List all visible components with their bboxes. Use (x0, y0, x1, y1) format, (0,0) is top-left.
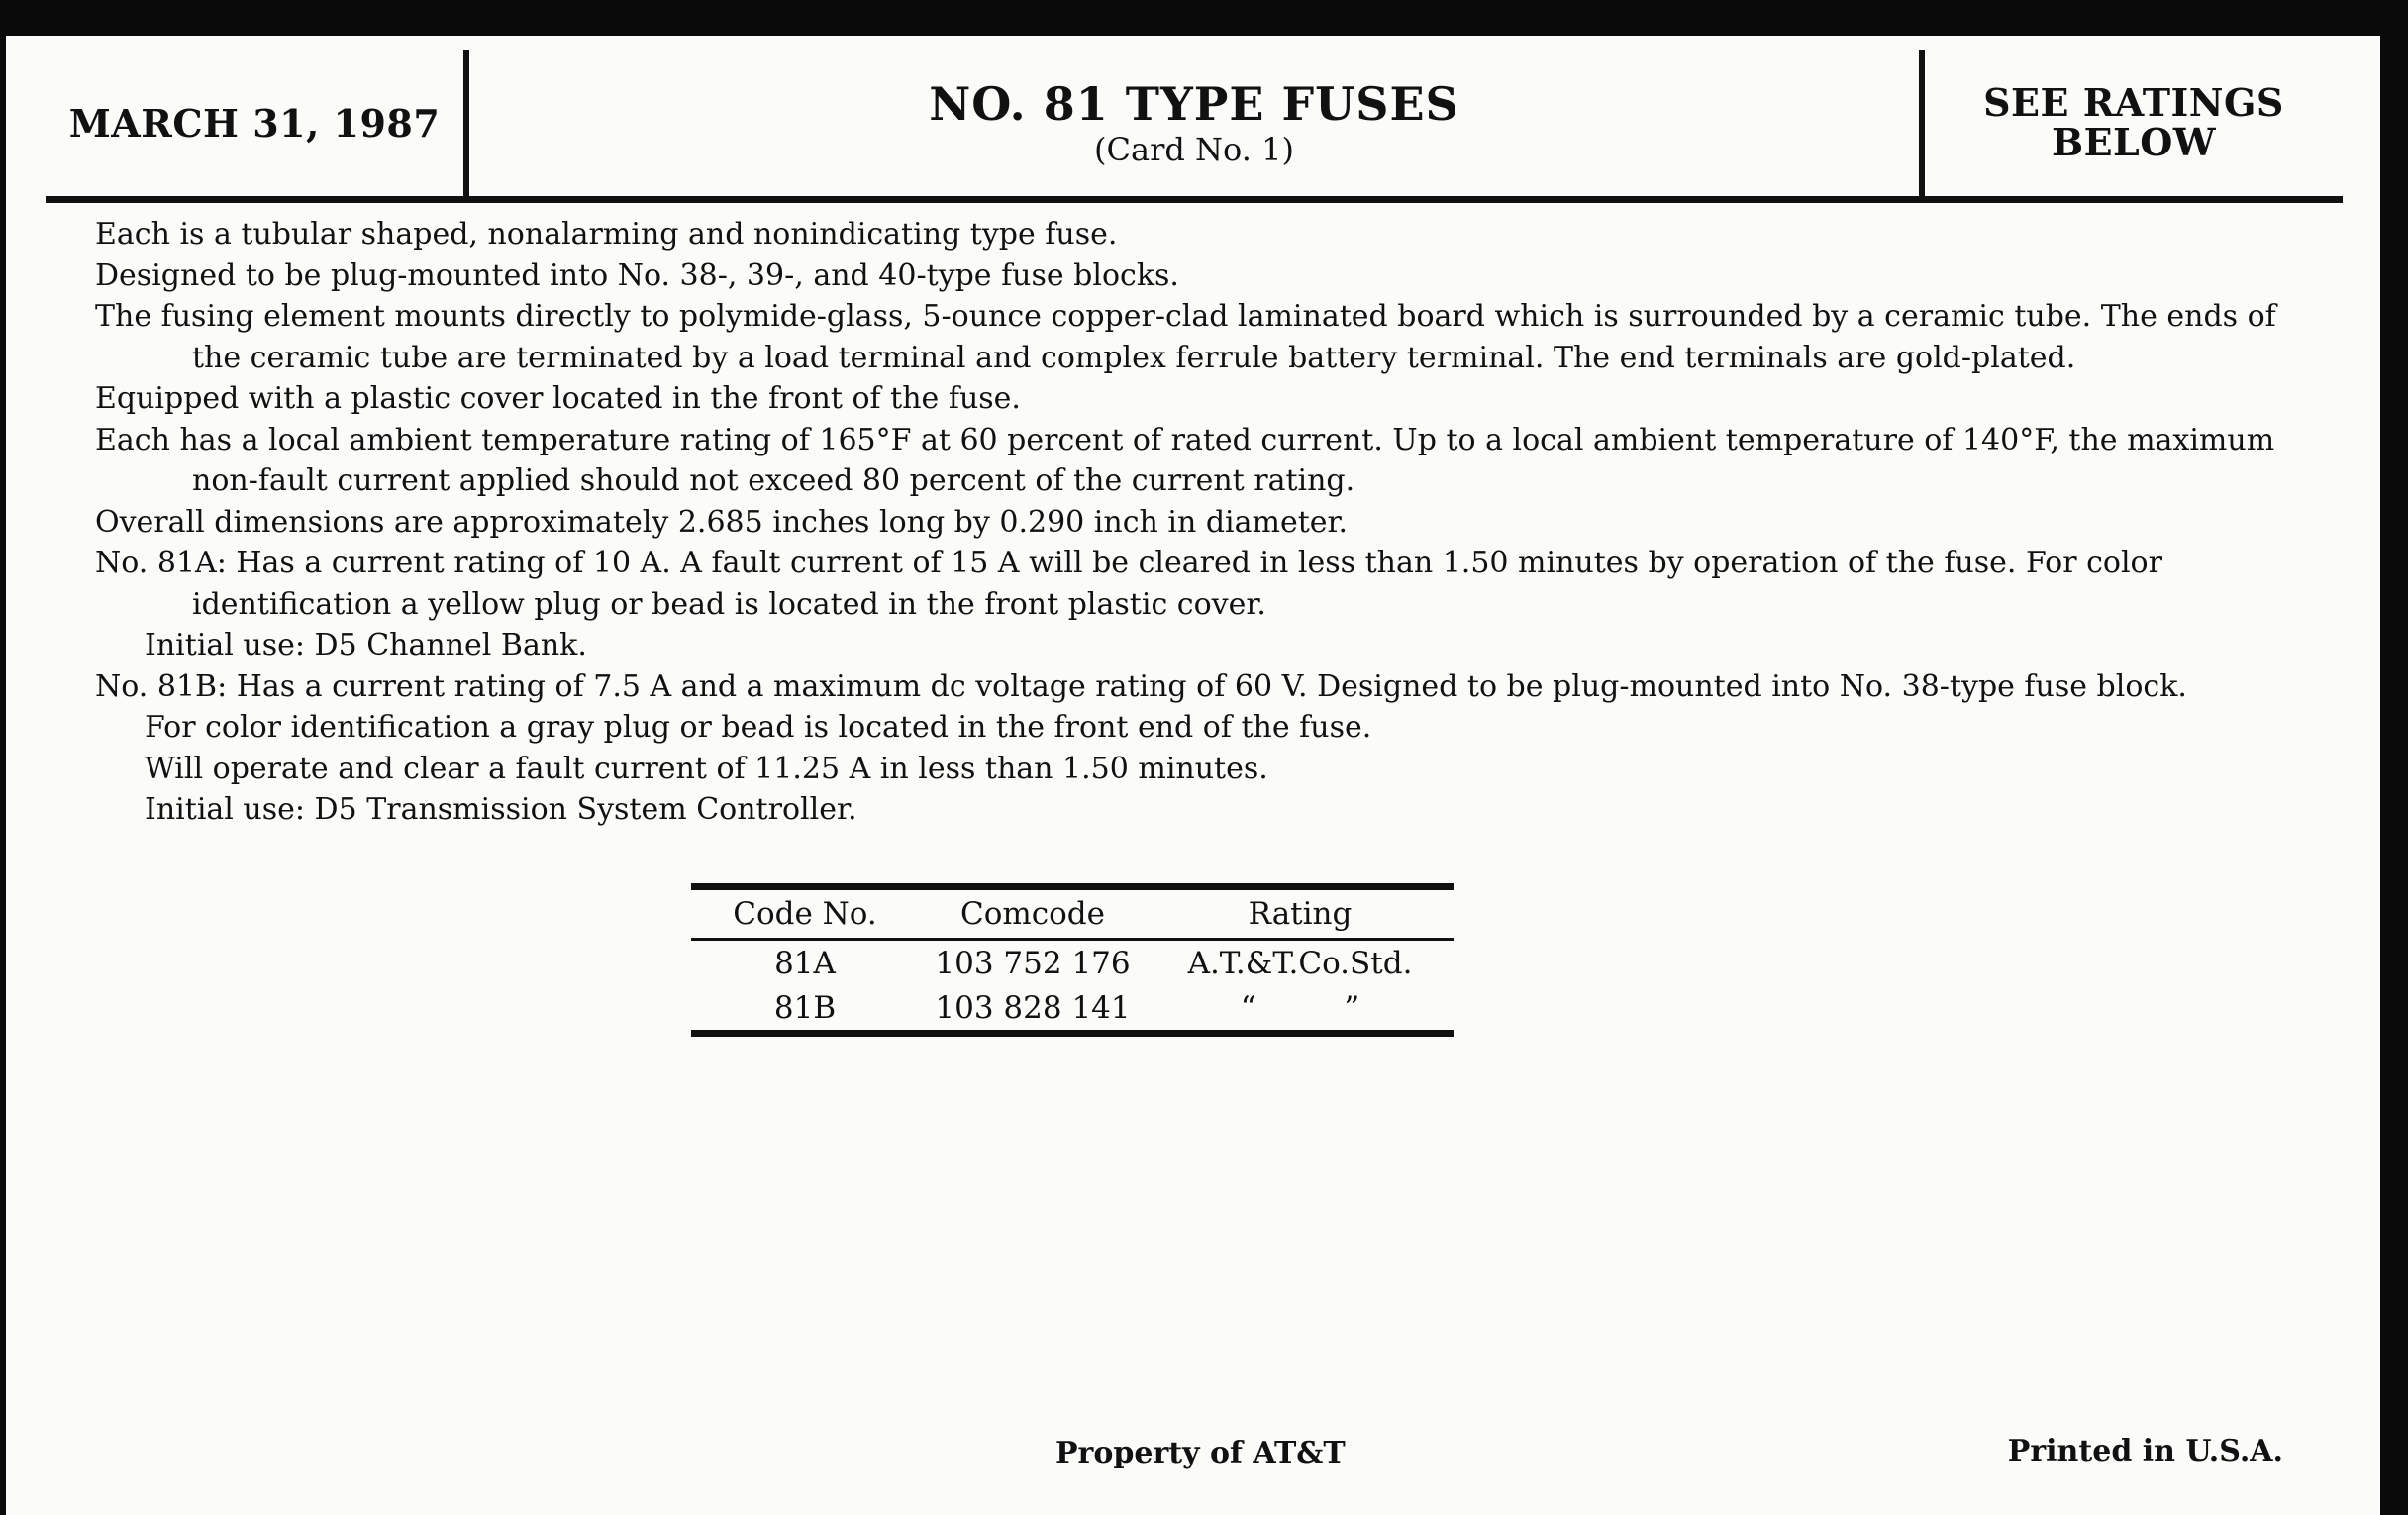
column-header: Comcode (960, 896, 1105, 932)
ownership-footer: Property of AT&T (1055, 1436, 1346, 1470)
table-cell: A.T.&T.Co.Std. (1187, 945, 1413, 981)
paragraph: For color identification a gray plug or bead is located in the front end of the fuse. (145, 710, 1372, 745)
table-header-row (691, 890, 1454, 941)
issue-date: MARCH 31, 1987 (46, 50, 469, 196)
title-block (469, 50, 1925, 196)
table-row (691, 985, 1454, 1030)
paragraph: The fusing element mounts directly to polymide-glass, 5-ounce copper-clad laminated board which is surrounded by a ceramic tube. The ends of the ceramic tube are terminated by a load terminal and complex ferrule battery terminal. The end terminals are gold-plated. (95, 299, 2276, 375)
card-header (46, 50, 2343, 203)
ratings-table (691, 883, 1454, 1037)
rating-note-line-2: BELOW (2051, 120, 2217, 164)
table-row (691, 941, 1454, 985)
card-subtitle: (Card No. 1) (1094, 131, 1294, 168)
table-cell: 81B (773, 989, 837, 1026)
paragraph: Each has a local ambient temperature rating of 165°F at 60 percent of rated current. Up to a local ambient temperature of 140°F, the maximum non-fault current applied should not exceed 80 percent of the current rating. (95, 422, 2275, 498)
print-location-footer: Printed in U.S.A. (2007, 1434, 2283, 1468)
table-cell: 103 752 176 (935, 945, 1131, 981)
paragraph: No. 81A: Has a current rating of 10 A. A fault current of 15 A will be cleared in less than 1.50 minutes by operation of the fuse. For color identification a yellow plug or bead is located in the front plastic cover. (95, 546, 2162, 622)
paragraph: Each is a tubular shaped, nonalarming and nonindicating type fuse. (95, 217, 1118, 252)
paragraph: Overall dimensions are approximately 2.685 inches long by 0.290 inch in diameter. (95, 504, 1349, 540)
paragraph: No. 81B: Has a current rating of 7.5 A and a maximum dc voltage rating of 60 V. Designed to be plug-mounted into No. 38-type fuse block. (95, 668, 2187, 704)
column-header: Code No. (733, 896, 877, 932)
catalog-card (6, 36, 2380, 1515)
paragraph: Initial use: D5 Transmission System Controller. (145, 792, 857, 827)
table-cell: 103 828 141 (935, 989, 1131, 1026)
table-cell: “ ” (1240, 989, 1360, 1026)
rating-note (1925, 50, 2343, 196)
rating-note-line-1: SEE RATINGS (1983, 80, 2284, 125)
card-title: NO. 81 TYPE FUSES (929, 77, 1459, 131)
paragraph: Designed to be plug-mounted into No. 38-, 39-, and 40-type fuse blocks. (95, 257, 1179, 293)
paragraph: Will operate and clear a fault current of 11.25 A in less than 1.50 minutes. (145, 751, 1268, 786)
table-cell: 81A (774, 945, 836, 981)
description-text (95, 214, 2303, 831)
paragraph: Initial use: D5 Channel Bank. (145, 628, 587, 662)
paragraph: Equipped with a plastic cover located in the front of the fuse. (95, 381, 1021, 416)
column-header: Rating (1248, 896, 1353, 932)
